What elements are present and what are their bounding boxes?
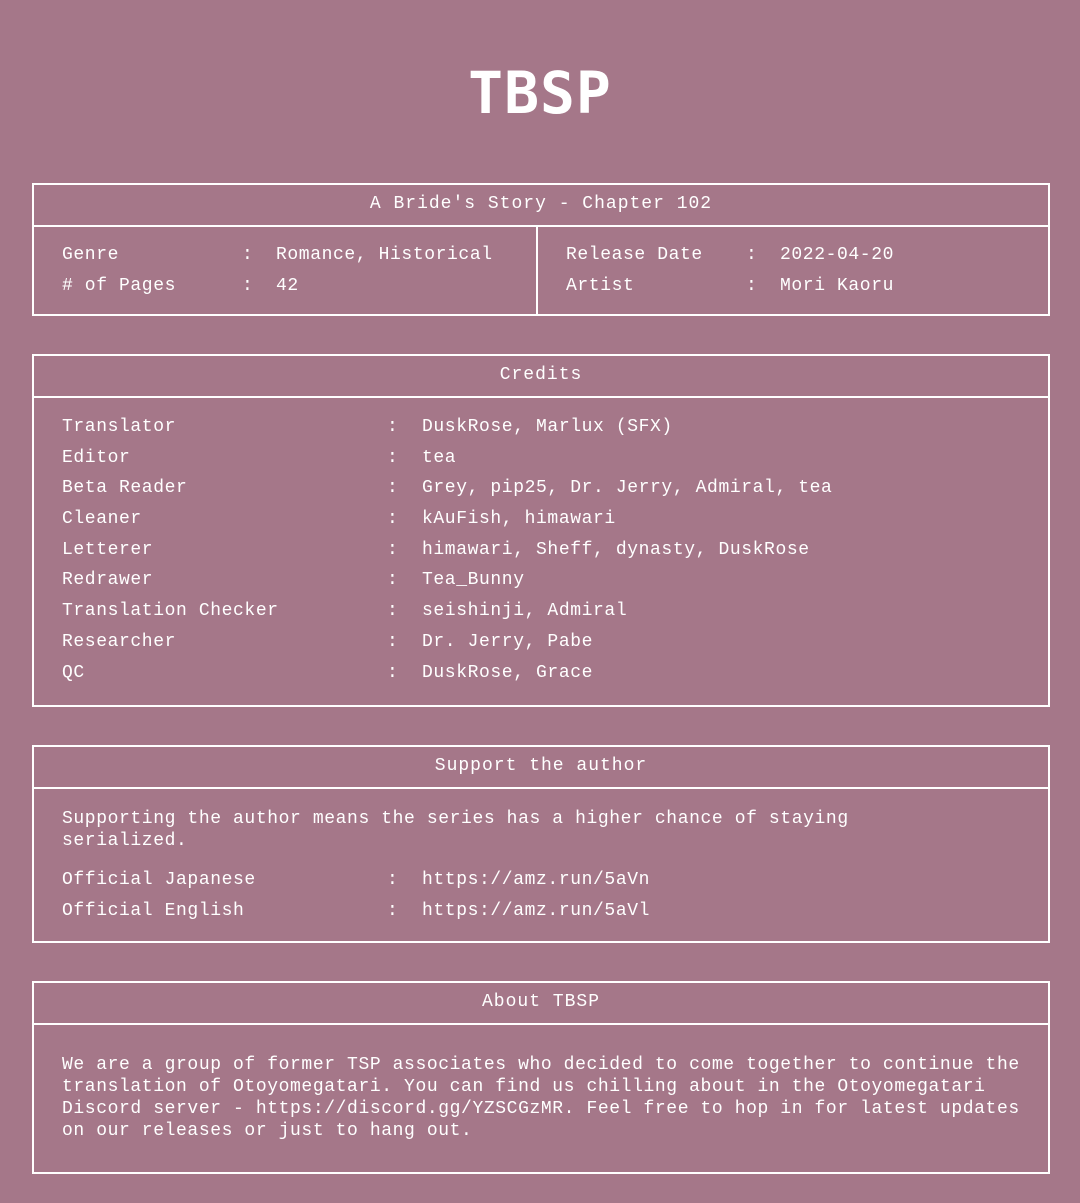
credit-role: Editor [62,447,131,468]
credit-names: seishinji, Admiral [422,601,628,622]
official-japanese-link[interactable]: https://amz.run/5aVn [422,870,651,890]
credit-role: Beta Reader [62,478,188,499]
info-value: 42 [276,275,299,296]
info-label: Genre [62,245,120,265]
credit-names: Dr. Jerry, Pabe [422,631,594,652]
support-separator: : [387,870,399,890]
credit-row-translator [62,412,1020,443]
credit-separator: : [387,509,399,530]
credit-separator: : [387,601,399,622]
info-separator: : [746,275,758,296]
credit-row-beta-reader [62,473,1020,504]
info-label: # of Pages [62,275,177,296]
credits-box [32,354,1050,707]
credit-role: Translator [62,417,177,437]
chapter-info-left-column [34,227,538,314]
credit-row-translation-checker [62,596,1020,627]
about-description: We are a group of former TSP associates who decided to come together to continue the translation of Otoyomegatari. You can find us chilling about in the Otoyomegatari Discord server - https://discord.gg/YZSCGzMR. Feel free to hop in for latest updates on our releases or just to hang out. [62,1055,1020,1141]
credit-separator: : [387,662,399,683]
credit-row-letterer [62,535,1020,566]
credits-title: Credits [34,356,1048,398]
info-row-pages [62,271,536,302]
credit-names: tea [422,447,457,468]
support-label: Official Japanese [62,870,256,890]
credit-names: Tea_Bunny [422,570,525,591]
chapter-info-right-column [538,227,1048,314]
official-english-link[interactable]: https://amz.run/5aVl [422,900,651,921]
support-label: Official English [62,900,245,921]
site-logo: TBSP [468,59,612,127]
info-label: Release Date [566,245,703,265]
info-separator: : [242,245,254,265]
info-value: Romance, Historical [276,245,493,265]
support-separator: : [387,900,399,921]
about-body [34,1025,1048,1142]
credit-role: Researcher [62,631,177,652]
credit-names: DuskRose, Marlux (SFX) [422,417,673,437]
about-box [32,981,1050,1174]
credit-role: Letterer [62,539,154,560]
info-separator: : [242,275,254,296]
credit-separator: : [387,631,399,652]
support-row-official-english [62,896,1020,927]
credit-names: himawari, Sheff, dynasty, DuskRose [422,539,810,560]
support-author-box [32,745,1050,943]
credit-row-qc [62,658,1020,689]
info-value: Mori Kaoru [780,275,895,296]
support-description: Supporting the author means the series has a higher chance of staying serialized. [62,809,849,851]
support-body [34,789,1048,926]
credit-separator: : [387,478,399,499]
chapter-info-box [32,183,1050,316]
support-row-official-japanese [62,865,1020,896]
credit-role: Redrawer [62,570,154,591]
credit-separator: : [387,570,399,591]
info-label: Artist [566,275,635,296]
credit-row-researcher [62,627,1020,658]
credit-role: Cleaner [62,509,142,530]
credit-separator: : [387,417,399,437]
info-row-genre [62,240,536,271]
chapter-info-body [34,227,1048,314]
credit-names: DuskRose, Grace [422,662,594,683]
info-row-release-date [566,240,1048,271]
credit-separator: : [387,539,399,560]
info-value: 2022-04-20 [780,245,895,265]
credit-row-cleaner [62,504,1020,535]
credit-row-editor [62,443,1020,474]
info-row-artist [566,271,1048,302]
support-title: Support the author [34,747,1048,789]
credit-names: Grey, pip25, Dr. Jerry, Admiral, tea [422,478,833,499]
credit-names: kAuFish, himawari [422,509,616,530]
credits-list [34,398,1048,688]
credit-role: QC [62,662,85,683]
credit-separator: : [387,447,399,468]
credit-row-redrawer [62,565,1020,596]
info-separator: : [746,245,758,265]
credit-role: Translation Checker [62,601,279,622]
chapter-title: A Bride's Story - Chapter 102 [34,185,1048,227]
about-title: About TBSP [34,983,1048,1025]
